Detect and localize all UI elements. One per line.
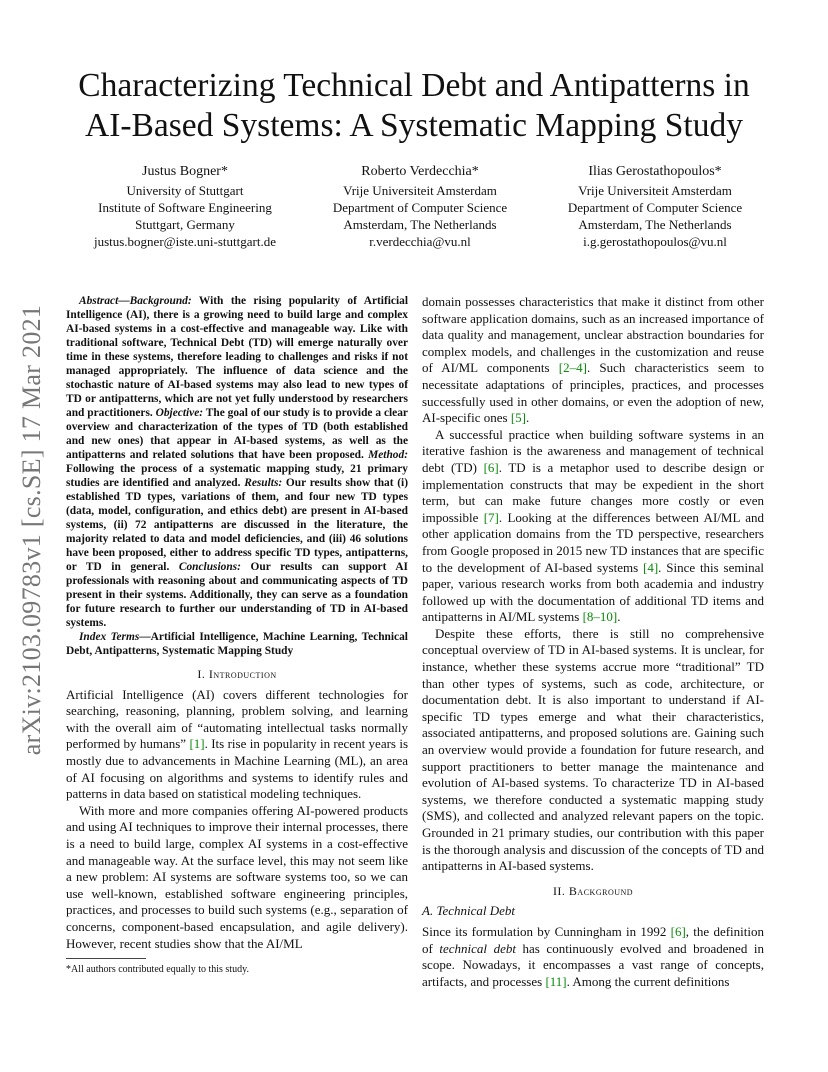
text-run: . (617, 609, 621, 625)
text-run: . Since this seminal paper, various research works from both academia and industry followed up with the documentation of additional TD items and antipatterns in AI/ML systems (422, 559, 764, 625)
paper-title: Characterizing Technical Debt and Antipatterns in AI-Based Systems: A Systematic Mapping Study (78, 67, 750, 144)
author-name: Roberto Verdecchia* (361, 164, 479, 179)
author-affiliation: University of Stuttgart (126, 183, 244, 198)
author-email: justus.bogner@iste.uni-stuttgart.de (93, 234, 277, 249)
author-name: Justus Bogner* (142, 164, 228, 179)
footnote-text: *All authors contributed equally to this study. (66, 964, 249, 975)
citation-link[interactable]: [6] (670, 923, 686, 939)
author-affiliation: Vrije Universiteit Amsterdam (343, 183, 497, 198)
abstract-background: With the rising popularity of Artificial Intelligence (AI), there is a growing need to build large and complex AI-based systems in a cost-effective and manageable way. Like with traditional software, Technical Debt (TD) will emerge naturally over time in these systems, therefore leading to challenges and risks if not managed appropriately. The influence of data science and the stochastic nature of AI-based systems may also lead to new types of TD or antipatterns, which are not yet fully understood by researchers and practitioners. (66, 295, 408, 419)
abstract-results-label: Results: (244, 477, 283, 489)
citation-link[interactable]: [6] (483, 459, 499, 475)
text-run: . Looking at the differences between AI/ML and other application domains from the TD perspective, researchers from Google proposed in 2015 new TD instances that are specific to the development of AI-based systems (422, 509, 765, 575)
intro-paragraph-1 (66, 687, 408, 803)
section-heading-background: II. Background (552, 883, 634, 898)
text-run: Since its formulation by Cunningham in 1992 (422, 923, 671, 939)
abstract-label: Abstract (79, 295, 119, 307)
text-run: . Its rise in popularity in recent years is mostly due to advancements in Machine Learning (ML), an area of AI focusing on algorithms and systems to identify rules and patterns in data based on statistical modeling techniques. (66, 736, 409, 802)
author-affiliation: Stuttgart, Germany (135, 217, 235, 232)
citation-link[interactable]: [8–10] (582, 609, 618, 625)
text-run: . Such characteristics seem to necessitate adaptations of principles, practices, and processes successfully used in other domains, or even the adoption of new, AI-specific ones (422, 360, 764, 426)
author-affiliation: Vrije Universiteit Amsterdam (578, 183, 732, 198)
right-paragraph-1 (422, 294, 764, 427)
citation-link[interactable]: [4] (643, 559, 659, 575)
abstract (66, 294, 408, 630)
author-3 (540, 163, 770, 250)
index-terms-label: Index Terms (79, 631, 140, 643)
abstract-conclusions-label: Conclusions: (178, 561, 241, 573)
citation-link[interactable]: [11] (545, 973, 567, 989)
author-affiliation: Amsterdam, The Netherlands (343, 217, 497, 232)
author-block (70, 163, 770, 250)
author-email: r.verdecchia@vu.nl (369, 234, 471, 249)
author-affiliation: Institute of Software Engineering (98, 200, 272, 215)
text-run: has continuously evolved and broadened in scope. Nowadays, it encompasses a vast range of concepts, artifacts, and processes (422, 940, 764, 989)
arxiv-sidebar-stamp (14, 290, 50, 770)
right-paragraph-2 (422, 427, 764, 626)
text-run: Artificial Intelligence (AI) covers different technologies for searching, reasoning, planning, problem solving, and learning with the overall aim of “automating intellectual tasks normally performed by humans” (66, 686, 408, 752)
right-column (422, 294, 764, 990)
author-affiliation: Department of Computer Science (567, 200, 743, 215)
emphasized-term: technical debt (439, 940, 516, 956)
subsection-heading-technical-debt: A. Technical Debt (422, 903, 516, 919)
abstract-dash: — (118, 295, 130, 307)
text-run: . (525, 410, 530, 426)
citation-link[interactable]: [7] (483, 509, 499, 525)
left-column (66, 294, 408, 952)
text-run: , the definition of (422, 923, 764, 956)
index-terms-text: —Artificial Intelligence, Machine Learning, Technical Debt, Antipatterns, Systematic Mapping Study (66, 631, 408, 657)
abstract-objective: The goal of our study is to provide a clear overview and characterization of the types of TD (both established and new ones) that appear in AI-based systems, as well as the antipatterns and related solutions that have been proposed. (66, 407, 408, 461)
citation-link[interactable]: [1] (189, 736, 205, 752)
author-name: Ilias Gerostathopoulos* (588, 164, 722, 179)
footnote (66, 958, 408, 976)
author-email: i.g.gerostathopoulos@vu.nl (583, 234, 727, 249)
author-1 (70, 163, 300, 250)
text-run: . TD is a metaphor used to describe design or implementation constructs that may be expedient in the short term, but can make future changes more costly or even impossible (422, 459, 764, 525)
footnote-rule (66, 958, 146, 959)
author-2 (305, 163, 535, 250)
text-run: . Among the current definitions (566, 973, 730, 989)
arxiv-identifier: arXiv:2103.09783v1 [cs.SE] 17 Mar 2021 (17, 304, 46, 756)
author-affiliation: Department of Computer Science (332, 200, 508, 215)
intro-paragraph-2: With more and more companies offering AI-powered products and using AI techniques to improve their internal processes, there is a need to build large, complex AI systems in a cost-effective and manageable way. At the surface level, this may not seem like a new problem: AI systems are software systems too, so we can use well-known, established software engineering principles, practices, and processes to build such systems (e.g., separation of concerns, component-based encapsulation, and agile delivery). However, recent studies show that the AI/ML (66, 802, 408, 951)
text-run: domain possesses characteristics that make it distinct from other software application domains, such as an increased importance of data quality and management, unclear abstraction boundaries for complex models, and challenges in the customization and reuse of AI/ML components (422, 294, 764, 376)
index-terms (66, 630, 408, 658)
abstract-results: Our results show that (i) established TD types, variations of them, and four new TD types (data, model, configuration, and ethics debt) are present in AI-based systems, (ii) 72 antipatterns are discussed in the literature, the majority related to data and model deficiencies, and (iii) 46 solutions have been proposed, either to address specific TD types, antipatterns, or TD in general. (66, 477, 408, 573)
right-paragraph-4 (422, 924, 764, 990)
citation-link[interactable]: [5] (510, 410, 526, 426)
right-paragraph-3: Despite these efforts, there is still no comprehensive conceptual overview of TD in AI-based systems. It is unclear, for instance, whether these systems accrue more “traditional” TD than other types of systems, such as code, architecture, or documentation debt. It is also important to understand if AI-specific TD types emerge and what their characteristics, associated antipatterns, and proposed solutions are. Gaining such an overview would provide a foundation for future research, and support practitioners to better manage the maintenance and evolution of AI-based systems. To characterize TD in AI-based systems, we therefore conducted a systematic mapping study (SMS), and collected and analyzed relevant papers on the topic. Grounded in 21 primary studies, our contribution with this paper is the thorough analysis and discussion of the concepts of TD and antipatterns in AI-based systems. (422, 625, 764, 874)
citation-link[interactable]: [2–4] (558, 360, 587, 376)
abstract-objective-label: Objective: (155, 407, 204, 419)
abstract-method-label: Method: (368, 449, 408, 461)
text-run: A successful practice when building software systems in an iterative fashion is the awareness and management of technical debt (TD) (422, 426, 764, 475)
abstract-method: Following the process of a systematic mapping study, 21 primary studies are identified and analyzed. (66, 463, 408, 489)
abstract-background-label: Background: (129, 295, 192, 307)
author-affiliation: Amsterdam, The Netherlands (578, 217, 732, 232)
abstract-conclusions: Our results can support AI professionals with reasoning about and communicating aspects of TD present in their systems. Additionally, they can serve as a foundation for future research to further our understanding of TD in AI-based systems. (66, 561, 408, 629)
section-heading-introduction: I. Introduction (197, 667, 277, 681)
